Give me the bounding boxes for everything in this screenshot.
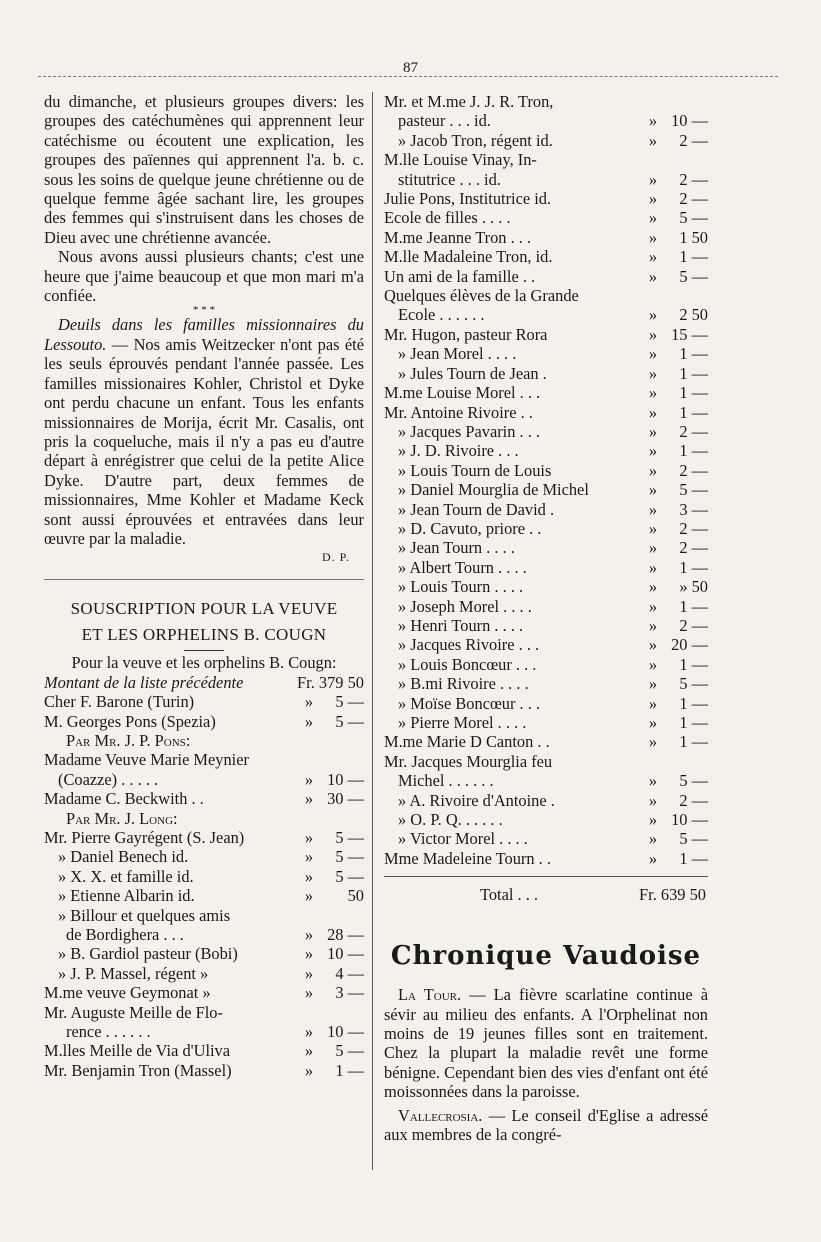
ditto-mark: » [648, 305, 658, 325]
subscription-row [384, 383, 708, 402]
paragraph-groups: du dimanche, et plusieurs groupes divers: les groupes des catéchumènes qui apprennent leur catéchisme ou écoutent une explication, les groupes des païennes qui apprennent l'a. b. c. sous les soins de quelque jeune chrétienne ou de quelque femme âgée sachant lire, les groupes des femmes qui s'instruisent dans les choses de Dieu avec une chrétienne avancée. [44, 92, 364, 247]
donation-amount [320, 750, 364, 769]
donor-name: (Coazze) . . . . . [58, 769, 159, 789]
ditto-mark: » [648, 771, 658, 791]
paragraph-vallecrosia [384, 1106, 708, 1145]
ditto-mark: » [648, 635, 658, 655]
ditto-mark: » [304, 866, 314, 886]
donation-amount: 1 — [679, 713, 708, 732]
donation-amount: 5 — [679, 829, 708, 849]
section-stars: * * * [193, 304, 215, 317]
donation-amount: 10 — [327, 1022, 364, 1042]
donation-amount [664, 752, 708, 771]
donation-amount [664, 150, 708, 169]
donation-amount: 1 — [679, 693, 708, 713]
donor-name: Mr. et M.me J. J. R. Tron, [384, 92, 554, 111]
ditto-mark: » [648, 654, 658, 674]
ditto-mark: » [648, 227, 658, 247]
donor-name: Quelques élèves de la Grande [384, 286, 579, 306]
donor-name: » Louis Tourn de Louis [398, 460, 552, 480]
subscription-row [44, 770, 364, 789]
donor-name: » Victor Morel . . . . [398, 829, 528, 849]
ditto-mark: » [648, 577, 658, 597]
donation-amount: 5 — [679, 208, 708, 228]
donation-amount: 1 — [679, 344, 708, 364]
ditto-mark: » [648, 460, 658, 480]
ditto-mark: » [648, 848, 658, 868]
subscription-row [384, 344, 708, 363]
subscription-row [44, 750, 364, 769]
column-divider [372, 92, 373, 1170]
signature: D. P. [321, 550, 350, 565]
donor-name: M.me Jeanne Tron . . . [384, 227, 532, 247]
left-subscription-list [44, 692, 364, 1080]
ditto-mark [642, 92, 664, 111]
donor-name: » Jean Tourn de David . [398, 499, 555, 519]
donation-amount: 2 — [679, 615, 708, 635]
ditto-mark: » [648, 596, 658, 616]
donation-amount: 1 — [679, 247, 708, 267]
donor-name: » Jacques Rivoire . . . [398, 635, 540, 655]
donor-name: M.me Marie D Canton . . [384, 732, 550, 752]
ditto-mark: » [648, 266, 658, 286]
donation-amount: » 50 [679, 577, 708, 597]
subscription-row [44, 1003, 364, 1022]
donor-name: » Jacques Pavarin . . . [398, 421, 541, 441]
ditto-mark: » [304, 963, 314, 983]
donation-amount: 10 — [327, 769, 364, 789]
donor-name: » Jean Morel . . . . [398, 344, 517, 364]
page-number: 87 [403, 60, 418, 76]
subscription-row [384, 519, 708, 538]
donation-amount: 50 [347, 886, 364, 906]
subscription-row [44, 828, 364, 847]
subscription-row [384, 849, 708, 868]
donation-amount: 5 — [679, 266, 708, 286]
ditto-mark: » [648, 189, 658, 209]
donor-name: » Jacob Tron, régent id. [398, 130, 553, 150]
paragraph-chants [44, 247, 364, 305]
subscription-row [44, 1041, 364, 1060]
ditto-mark: » [648, 732, 658, 752]
ditto-mark: » [648, 518, 658, 538]
paragraph-la-tour [384, 985, 708, 1101]
donor-name: » Pierre Morel . . . . [398, 713, 527, 732]
ditto-mark: » [648, 829, 658, 849]
ditto-mark: » [648, 383, 658, 403]
ditto-mark: » [648, 790, 658, 810]
donor-name: » Daniel Mourglia de Michel [398, 480, 589, 500]
donor-name: Mr. Antoine Rivoire . . [384, 402, 533, 422]
donation-amount: 5 — [335, 847, 364, 867]
donor-name: Un ami de la famille . . [384, 266, 536, 286]
ditto-mark: » [304, 692, 314, 712]
ditto-mark [298, 750, 320, 769]
subscription-row [384, 267, 708, 286]
donation-amount: 20 — [671, 635, 708, 655]
donor-name: » Jules Tourn de Jean . [398, 363, 547, 383]
la-tour-text: — La fièvre scarlatine continue à sévir au milieu des enfants. A l'Orphelinat non moins de 19 jeunes filles sont en traitement. Chez la plupart la maladie revêt une forme bénigne. Cependant bien des vies d'enfant ont été moissonnées dans la paroisse. [384, 985, 709, 1102]
subscription-row [44, 809, 364, 828]
donor-name: Mr. Hugon, pasteur Rora [384, 324, 548, 344]
right-subscription-list [384, 92, 708, 868]
subscription-row [384, 461, 708, 480]
total-label: Total . . . [480, 885, 539, 905]
donor-name: stitutrice . . . id. [398, 169, 501, 189]
section-rule [44, 579, 364, 580]
ditto-mark [298, 906, 320, 925]
donor-name: M. Georges Pons (Spezia) [44, 711, 216, 731]
top-rule [38, 76, 778, 77]
donation-amount: 2 — [679, 538, 708, 558]
donor-name: » Henri Tourn . . . . [398, 615, 524, 635]
donor-name: » B. Gardiol pasteur (Bobi) [58, 944, 238, 964]
la-tour-label: La Tour. [398, 985, 462, 1005]
donation-amount: 5 — [335, 1041, 364, 1061]
donation-amount: 3 — [335, 983, 364, 1003]
donor-name: » B.mi Rivoire . . . . [398, 674, 529, 694]
donation-amount: 1 — [679, 654, 708, 674]
montant-label: Montant de la liste précédente [44, 672, 244, 692]
donation-amount [664, 286, 708, 305]
subscription-row [44, 906, 364, 925]
ditto-mark: » [304, 711, 314, 731]
donation-amount: 5 — [679, 674, 708, 694]
donation-amount: 1 50 [679, 227, 708, 247]
ditto-mark: » [648, 344, 658, 364]
ditto-mark: » [304, 828, 314, 847]
donor-name: Ecole . . . . . . [398, 305, 485, 325]
donor-name: M.me Louise Morel . . . [384, 383, 541, 403]
donation-amount [320, 731, 364, 750]
donor-name: M.me veuve Geymonat » [44, 983, 211, 1003]
vallecrosia-text: — Le conseil d'Eglise a adressé aux membres de la congré- [384, 1105, 708, 1145]
subscription-row [384, 150, 708, 169]
donation-amount: 5 — [335, 828, 364, 847]
ditto-mark: » [648, 615, 658, 635]
souscription-heading-1: SOUSCRIPTION POUR LA VEUVE [70, 599, 338, 619]
subscription-row [384, 131, 708, 150]
donor-name: » D. Cavuto, priore . . [398, 518, 542, 538]
subscription-row [44, 983, 364, 1002]
subscription-row [384, 597, 708, 616]
donor-name: » X. X. et famille id. [58, 866, 194, 886]
ditto-mark: » [648, 441, 658, 461]
subscription-row [384, 810, 708, 829]
subscription-row [44, 886, 364, 905]
subscription-row [384, 500, 708, 519]
subscription-row [384, 111, 708, 130]
total-line [384, 876, 708, 905]
donation-amount: 1 — [679, 848, 708, 868]
ditto-mark: » [304, 847, 314, 867]
subscription-row [384, 771, 708, 790]
donor-name: Par Mr. J. Long: [66, 808, 178, 828]
donor-name: » Joseph Morel . . . . [398, 596, 532, 616]
subscription-row [384, 441, 708, 460]
montant-value: Fr. 379 50 [297, 672, 364, 692]
right-column [384, 92, 708, 1145]
donor-name: Mr. Benjamin Tron (Massel) [44, 1060, 232, 1080]
chronique-title: Chronique Vaudoise [390, 941, 702, 972]
donation-amount: 2 — [679, 790, 708, 810]
donation-amount: 10 — [671, 111, 708, 131]
total-value: Fr. 639 50 [639, 885, 706, 905]
paragraph-deuils [44, 315, 364, 548]
subscription-row [384, 422, 708, 441]
subscription-row [384, 577, 708, 596]
subscription-row [384, 635, 708, 654]
vallecrosia-label: Vallecrosia. [398, 1105, 483, 1125]
donor-name: » Louis Tourn . . . . [398, 577, 524, 597]
donation-amount: 5 — [679, 771, 708, 791]
donor-name: de Bordighera . . . [66, 925, 184, 945]
subscription-row [384, 403, 708, 422]
subscription-row [384, 829, 708, 848]
donation-amount: 1 — [679, 732, 708, 752]
subscription-row [44, 847, 364, 866]
donor-name: M.lles Meille de Via d'Uliva [44, 1041, 231, 1061]
ditto-mark: » [304, 944, 314, 964]
donor-name: Madame Veuve Marie Meynier [44, 750, 249, 770]
ditto-mark [298, 809, 320, 828]
subscription-row [384, 286, 708, 305]
donor-name: » J. P. Massel, régent » [58, 963, 209, 983]
donation-amount: 10 — [327, 944, 364, 964]
ditto-mark: » [304, 925, 314, 945]
subscription-row [44, 1061, 364, 1080]
donation-amount: 2 — [679, 189, 708, 209]
subscription-row [384, 713, 708, 732]
donation-amount: 1 — [335, 1060, 364, 1080]
ditto-mark: » [304, 1022, 314, 1042]
subscription-row [384, 92, 708, 111]
subscription-row [44, 944, 364, 963]
subscription-row [44, 925, 364, 944]
donor-name: Madame C. Beckwith . . [44, 789, 204, 809]
donor-name: Ecole de filles . . . . [384, 208, 511, 228]
left-column [44, 92, 364, 1080]
donor-name: pasteur . . . id. [398, 111, 491, 131]
donation-amount: 2 — [679, 169, 708, 189]
intro-line [44, 653, 364, 672]
donation-amount: 10 — [671, 810, 708, 830]
subscription-row [384, 480, 708, 499]
donation-amount: 1 — [679, 402, 708, 422]
subscription-row [44, 731, 364, 750]
donor-name: Mme Madeleine Tourn . . [384, 848, 551, 868]
ditto-mark: » [648, 810, 658, 830]
donation-amount: 5 — [335, 866, 364, 886]
subscription-row [384, 170, 708, 189]
donor-name: » Louis Boncœur . . . [398, 654, 537, 674]
donor-name: Michel . . . . . . [398, 771, 494, 791]
subscription-row [44, 867, 364, 886]
ditto-mark: » [304, 983, 314, 1003]
subscription-row [44, 712, 364, 731]
ditto-mark: » [648, 324, 658, 344]
donor-name: » A. Rivoire d'Antoine . [398, 790, 555, 810]
subscription-row [384, 364, 708, 383]
ditto-mark: » [648, 557, 658, 577]
subscription-row [384, 655, 708, 674]
donation-amount [320, 906, 364, 925]
subscription-row [384, 616, 708, 635]
donation-amount: 5 — [335, 692, 364, 712]
donor-name: » Albert Tourn . . . . [398, 557, 527, 577]
ditto-mark: » [648, 499, 658, 519]
montant-line [44, 673, 364, 692]
ditto-mark: » [648, 693, 658, 713]
subscription-row [384, 694, 708, 713]
deuils-text: — Nos amis Weitzecker n'ont pas été les seuls éprouvés pendant l'année passée. Les familles missionaires Kohler, Christol et Dyke ont perdu chacune un enfant. Tous les enfants missionnaires de Morija, écrit Mr. Casalis, ont pris la coqueluche, mais il n'y a pas eu d'autre départ à enrégistrer que celui de la petite Alice Dyke. D'autre part, deux femmes de missionnaires, Mme Kohler et Madame Keck sont aussi éprouvées et entravées dans leur œuvre par la maladie. [44, 334, 364, 548]
subscription-row [384, 208, 708, 227]
ditto-mark: » [648, 421, 658, 441]
donation-amount: 1 — [679, 441, 708, 461]
donation-amount: 1 — [679, 557, 708, 577]
ditto-mark: » [304, 886, 314, 906]
subscription-row [384, 674, 708, 693]
ditto-mark: » [304, 769, 314, 789]
donor-name: » Billour et quelques amis [58, 905, 231, 925]
subscription-row [44, 789, 364, 808]
subscription-row [384, 791, 708, 810]
donor-name: Julie Pons, Institutrice id. [384, 189, 552, 209]
ditto-mark: » [648, 169, 658, 189]
subscription-row [384, 538, 708, 557]
donor-name: » Daniel Benech id. [58, 847, 189, 867]
deuils-title: Deuils dans les familles missionnaires du Lessouto. [44, 315, 364, 354]
donation-amount: 2 — [679, 130, 708, 150]
ditto-mark: » [648, 713, 658, 732]
intro-text: Pour la veuve et les orphelins B. Cougn: [71, 653, 337, 673]
donor-name: » O. P. Q. . . . . . [398, 810, 503, 830]
donor-name: Mr. Auguste Meille de Flo- [44, 1002, 223, 1022]
donor-name: Cher F. Barone (Turin) [44, 692, 195, 712]
donor-name: » Etienne Albarin id. [58, 886, 195, 906]
ditto-mark [298, 1003, 320, 1022]
subscription-row [384, 558, 708, 577]
donor-name: Mr. Jacques Mourglia feu [384, 751, 553, 771]
ditto-mark: » [304, 789, 314, 809]
donation-amount [664, 92, 708, 111]
subscription-row [44, 964, 364, 983]
subscription-row [384, 189, 708, 208]
donor-name: M.lle Louise Vinay, In- [384, 150, 537, 170]
subscription-row [44, 692, 364, 711]
donation-amount: 30 — [327, 789, 364, 809]
subscription-row [384, 247, 708, 266]
subscription-row [384, 732, 708, 751]
ditto-mark: » [648, 538, 658, 558]
ditto-mark: » [304, 1060, 314, 1080]
donation-amount: 1 — [679, 383, 708, 403]
donor-name: » Jean Tourn . . . . [398, 538, 515, 558]
souscription-heading-2: ET LES ORPHELINS B. COUGN [81, 625, 327, 645]
ditto-mark [642, 752, 664, 771]
donation-amount: 2 — [679, 460, 708, 480]
donation-amount: 5 — [679, 480, 708, 500]
ditto-mark: » [648, 674, 658, 694]
donation-amount: 2 50 [679, 305, 708, 325]
ditto-mark: » [648, 111, 658, 131]
donor-name: M.lle Madaleine Tron, id. [384, 247, 553, 267]
donation-amount: 2 — [679, 518, 708, 538]
subscription-row [44, 1022, 364, 1041]
donation-amount: 28 — [327, 925, 364, 945]
donation-amount: 3 — [679, 499, 708, 519]
donor-name: » Moïse Boncœur . . . [398, 693, 541, 713]
donation-amount: 2 — [679, 421, 708, 441]
donation-amount: 15 — [671, 324, 708, 344]
donation-amount: 5 — [335, 711, 364, 731]
ditto-mark: » [648, 363, 658, 383]
donor-name: » J. D. Rivoire . . . [398, 441, 519, 461]
subscription-row [384, 325, 708, 344]
subscription-row [384, 305, 708, 324]
donation-amount: 4 — [335, 963, 364, 983]
donation-amount: 1 — [679, 596, 708, 616]
short-rule [184, 650, 224, 651]
ditto-mark [642, 286, 664, 305]
donation-amount [320, 1003, 364, 1022]
donation-amount: 1 — [679, 363, 708, 383]
ditto-mark: » [304, 1041, 314, 1061]
ditto-mark: » [648, 208, 658, 228]
subscription-row [384, 228, 708, 247]
ditto-mark [642, 150, 664, 169]
donor-name: Par Mr. J. P. Pons: [66, 730, 191, 750]
ditto-mark: » [648, 480, 658, 500]
ditto-mark: » [648, 247, 658, 267]
ditto-mark: » [648, 402, 658, 422]
donation-amount [320, 809, 364, 828]
chants-text: Nous avons aussi plusieurs chants; c'est une heure que j'aime beaucoup et que mon mari m'a confiée. [44, 247, 364, 306]
donor-name: Mr. Pierre Gayrégent (S. Jean) [44, 828, 245, 847]
ditto-mark [298, 731, 320, 750]
subscription-row [384, 752, 708, 771]
donor-name: rence . . . . . . [66, 1022, 151, 1042]
ditto-mark: » [648, 130, 658, 150]
